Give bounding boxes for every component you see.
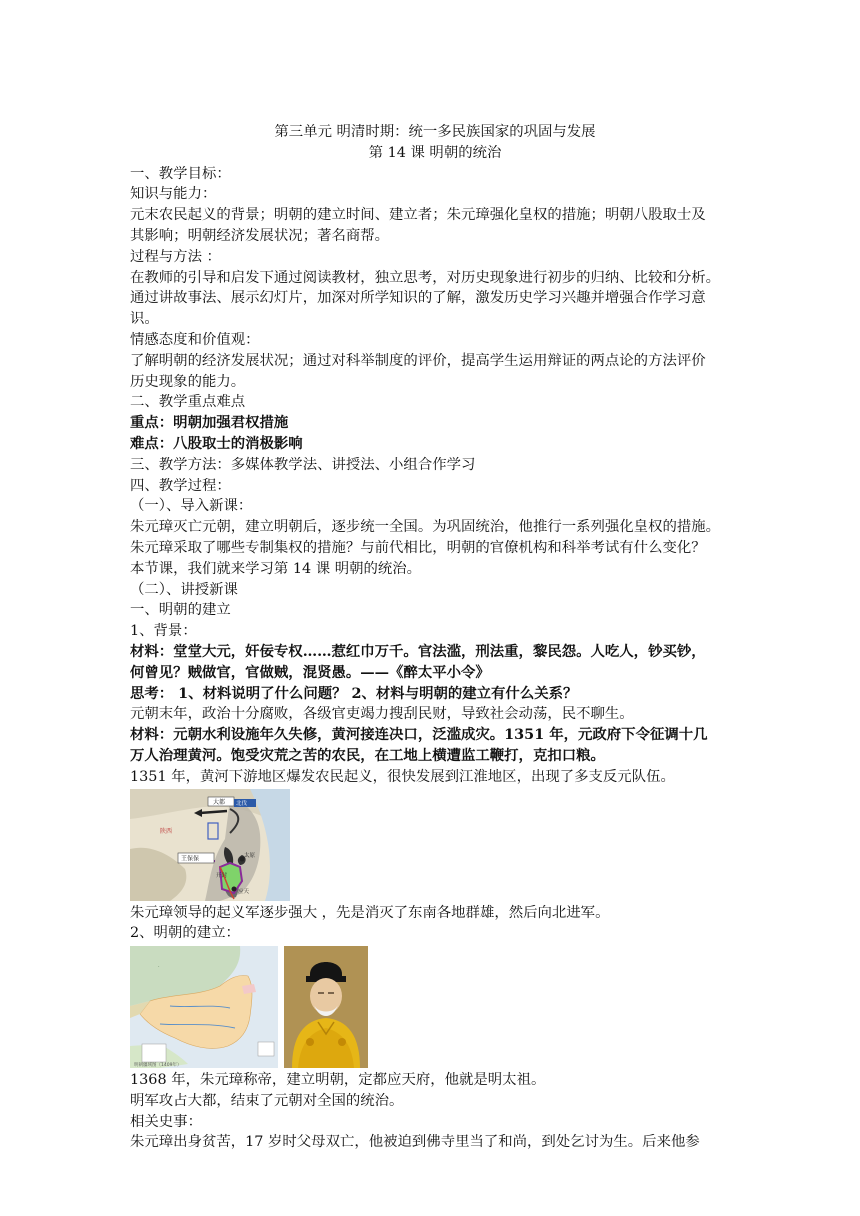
subsection-heading: 1、背景： <box>130 623 197 640</box>
key-point: 重点：明朝加强君权措施 <box>130 414 289 432</box>
paragraph-line: 朱元璋灭亡元朝，建立明朝后，逐步统一全国。为巩固统治，他推行一系列强化皇权的措施。 <box>130 519 721 536</box>
document-body <box>130 122 740 1153</box>
paragraph-line: 元末农民起义的背景；明朝的建立时间、建立者；朱元璋强化皇权的措施；明朝八股取士及 <box>130 207 706 224</box>
material-quote: 万人治理黄河。饱受灾荒之苦的农民，在工地上横遭监工鞭打，克扣口粮。 <box>130 746 605 764</box>
map-label-dadu: 大都 <box>213 798 226 806</box>
material-quote: 何曾见？贼做官，官做贼，混贤愚。——《醉太平小令》 <box>130 663 490 681</box>
subsection-heading: 相关史事： <box>130 1113 202 1130</box>
paragraph-line: 朱元璋采取了哪些专制集权的措施？与前代相比，明朝的官僚机构和科举考试有什么变化？ <box>130 539 706 556</box>
section-heading: 一、教学目标： <box>130 165 231 182</box>
map-label-taiyuan: 太原 <box>244 852 256 859</box>
ming-territory-map-image <box>130 946 278 1068</box>
paragraph-line: 通过讲故事法、展示幻灯片，加深对所学知识的了解，激发历史学习兴趣并增强合作学习意 <box>130 290 706 307</box>
paragraph-line: 其影响；明朝经济发展状况；著名商帮。 <box>130 227 390 244</box>
think-question: 思考： 1、材料说明了什么问题？ 2、材料与明朝的建立有什么关系？ <box>130 684 578 702</box>
uprising-map-image <box>130 789 290 901</box>
material-quote: 材料：元朝水利设施年久失修，黄河接连决口，泛滥成灾。1351 年，元政府下令征调十几 <box>130 726 708 744</box>
section-heading: 四、教学过程： <box>130 477 231 494</box>
paragraph-line: 在教师的引导和启发下通过阅读教材，独立思考，对历史现象进行初步的归纳、比较和分析。 <box>130 269 721 286</box>
map-label-kaifeng: 开封 <box>216 872 228 879</box>
subsection-heading: 情感态度和价值观： <box>130 331 260 348</box>
subsection-heading: 过程与方法 ： <box>130 248 221 265</box>
map-label-wangbaobao: 王保保 <box>181 855 200 862</box>
lesson-title: 第 14 课 明朝的统治 <box>368 144 502 161</box>
zhu-yuanzhang-portrait-image <box>284 946 368 1068</box>
section-heading: 三、教学方法：多媒体教学法、讲授法、小组合作学习 <box>130 456 476 473</box>
subsection-heading: 一、明朝的建立 <box>130 602 231 619</box>
paragraph-line: 朱元璋出身贫苦，17 岁时父母双亡，他被迫到佛寺里当了和尚，到处乞讨为生。后来他参 <box>130 1134 700 1151</box>
map-caption: 明朝疆域图（1409年） <box>134 1063 182 1069</box>
paragraph-line: 本节课，我们就来学习第 14 课 明朝的统治。 <box>130 560 422 577</box>
paragraph-line: 元朝末年，政治十分腐败，各级官吏竭力搜刮民财，导致社会动荡，民不聊生。 <box>130 706 634 723</box>
subsection-heading: （二）、讲授新课 <box>130 581 238 598</box>
subsection-heading: 2、明朝的建立： <box>130 925 240 942</box>
paragraph-line: 历史现象的能力。 <box>130 373 246 390</box>
section-heading: 二、教学重点难点 <box>130 394 246 411</box>
map-label-beifa: 北伐 <box>236 800 248 807</box>
subsection-heading: 知识与能力： <box>130 186 217 203</box>
unit-title: 第三单元 明清时期：统一多民族国家的巩固与发展 <box>274 124 596 140</box>
paragraph-line: 1351 年，黄河下游地区爆发农民起义，很快发展到江淮地区，出现了多支反元队伍。 <box>130 768 675 785</box>
paragraph-line: 识。 <box>130 311 159 328</box>
subsection-heading: （一）、导入新课： <box>130 498 253 515</box>
paragraph-line: 明军攻占大都，结束了元朝对全国的统治。 <box>130 1092 404 1109</box>
material-quote: 材料：堂堂大元，奸佞专权……惹红巾万千。官法滥，刑法重，黎民怨。人吃人，钞买钞， <box>130 642 706 660</box>
difficult-point: 难点：八股取士的消极影响 <box>130 434 303 452</box>
paragraph-line: 朱元璋领导的起义军逐步强大 ，先是消灭了东南各地群雄，然后向北进军。 <box>130 904 610 921</box>
svg-text:·: · <box>158 964 160 971</box>
paragraph-line: 1368 年，朱元璋称帝，建立明朝，定都应天府，他就是明太祖。 <box>130 1072 546 1089</box>
map-label-shaanxi: 陕西 <box>160 827 173 835</box>
map-label-yingtian: 应天 <box>238 888 250 895</box>
paragraph-line: 了解明朝的经济发展状况；通过对科举制度的评价，提高学生运用辩证的两点论的方法评价 <box>130 352 706 369</box>
figure-row <box>130 946 740 1068</box>
